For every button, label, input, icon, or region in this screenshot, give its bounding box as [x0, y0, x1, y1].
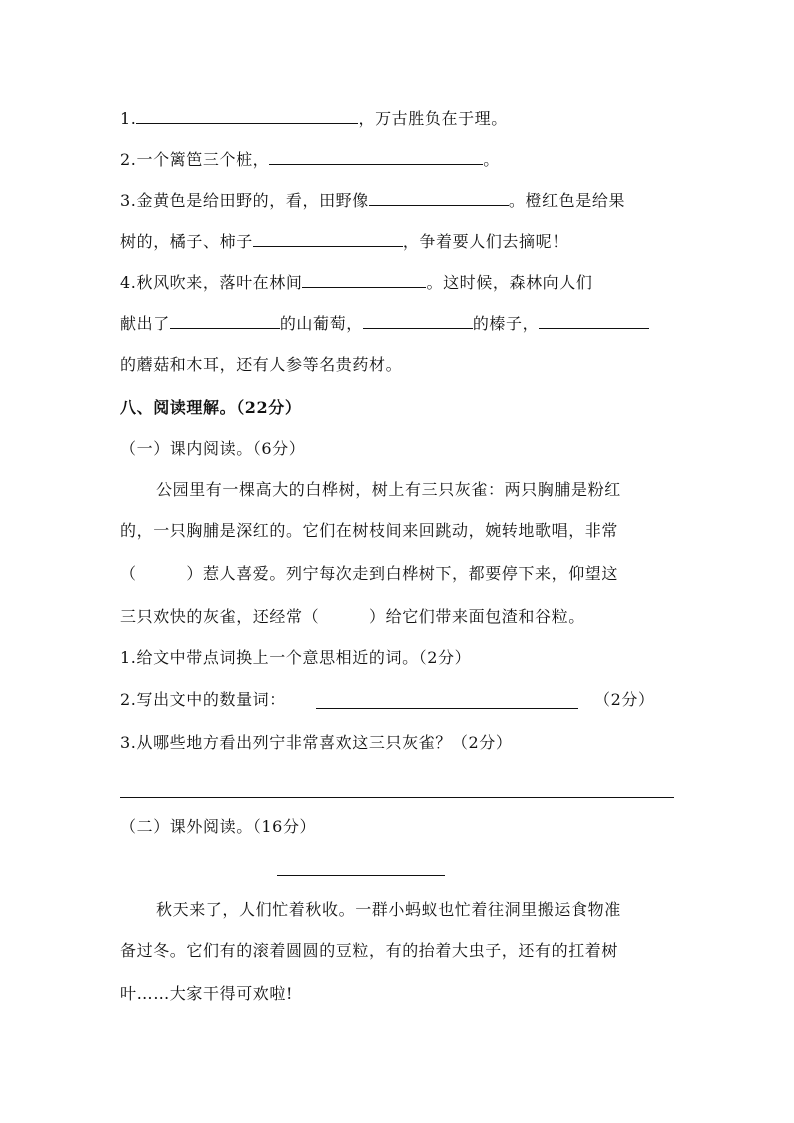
passage-2-line-2: 备过冬。它们有的滚着圆圆的豆粒，有的抬着大虫子，还有的扛着树: [120, 941, 619, 960]
title-blank-line[interactable]: [277, 875, 445, 876]
fill-item-2: [120, 148, 680, 172]
passage-1-line-1: 公园里有一棵高大的白桦树，树上有三只灰雀：两只胸脯是粉红: [156, 480, 621, 499]
item-text: 的榛子，: [472, 314, 540, 333]
fill-item-3-line-1: [120, 189, 680, 213]
item-text: 。橙红色是给果: [508, 191, 626, 210]
answer-blank[interactable]: [170, 312, 280, 329]
question-2-score: （2分）: [594, 690, 655, 709]
answer-blank[interactable]: [302, 271, 426, 288]
answer-line[interactable]: [120, 797, 674, 798]
fill-item-4-line-2: [120, 312, 680, 336]
passage-1-line-4: 三只欢快的灰雀，还经常（ ）给它们带来面包渣和谷粒。: [120, 607, 585, 626]
section-title: 八、阅读理解。（22分）: [120, 398, 302, 417]
passage-2-line-1: 秋天来了，人们忙着秋收。一群小蚂蚁也忙着往洞里搬运食物准: [156, 900, 621, 919]
question-1: 1.给文中带点词换上一个意思相近的词。（2分）: [120, 648, 472, 667]
passage-1-line-3: （ ）惹人喜爱。列宁每次走到白桦树下，都要停下来，仰望这: [120, 564, 619, 583]
fill-item-3-line-2: [120, 230, 680, 254]
answer-blank[interactable]: [253, 230, 403, 247]
answer-blank[interactable]: [269, 148, 483, 165]
fill-item-4-line-1: [120, 271, 680, 295]
item-text: 3.金黄色是给田野的，看，田野像: [120, 191, 369, 210]
item-text: ，争着要人们去摘呢！: [402, 232, 569, 251]
item-text: 2.一个篱笆三个桩，: [120, 150, 270, 169]
item-text: 树的，橘子、柿子: [120, 232, 253, 251]
item-text: 。这时候，森林向人们: [426, 273, 593, 292]
answer-blank[interactable]: [136, 107, 358, 124]
answer-blank[interactable]: [369, 189, 509, 206]
question-3: 3.从哪些地方看出列宁非常喜欢这三只灰雀？（2分）: [120, 733, 513, 752]
part-1-heading: （一）课内阅读。（6分）: [120, 439, 306, 458]
answer-blank[interactable]: [363, 312, 473, 329]
passage-1-line-2: 的，一只胸脯是深红的。它们在树枝间来回跳动，婉转地歌唱，非常: [120, 521, 619, 540]
fill-item-1: [120, 107, 680, 131]
item-text: 献出了: [120, 314, 170, 333]
item-text: 。: [483, 150, 500, 169]
fill-item-4-line-3: [120, 353, 680, 377]
item-text: 的山葡萄，: [279, 314, 363, 333]
question-text: 2.写出文中的数量词：: [120, 690, 286, 709]
item-text: 的蘑菇和木耳，还有人参等名贵药材。: [120, 355, 403, 374]
answer-blank[interactable]: [539, 312, 649, 329]
part-2-heading: （二）课外阅读。（16分）: [120, 817, 317, 836]
item-number: 1.: [120, 109, 137, 128]
item-text: ，万古胜负在于理。: [358, 109, 508, 128]
answer-line[interactable]: [316, 708, 578, 709]
item-text: 4.秋风吹来，落叶在林间: [120, 273, 303, 292]
passage-2-line-3: 叶……大家干得可欢啦!: [120, 984, 294, 1003]
